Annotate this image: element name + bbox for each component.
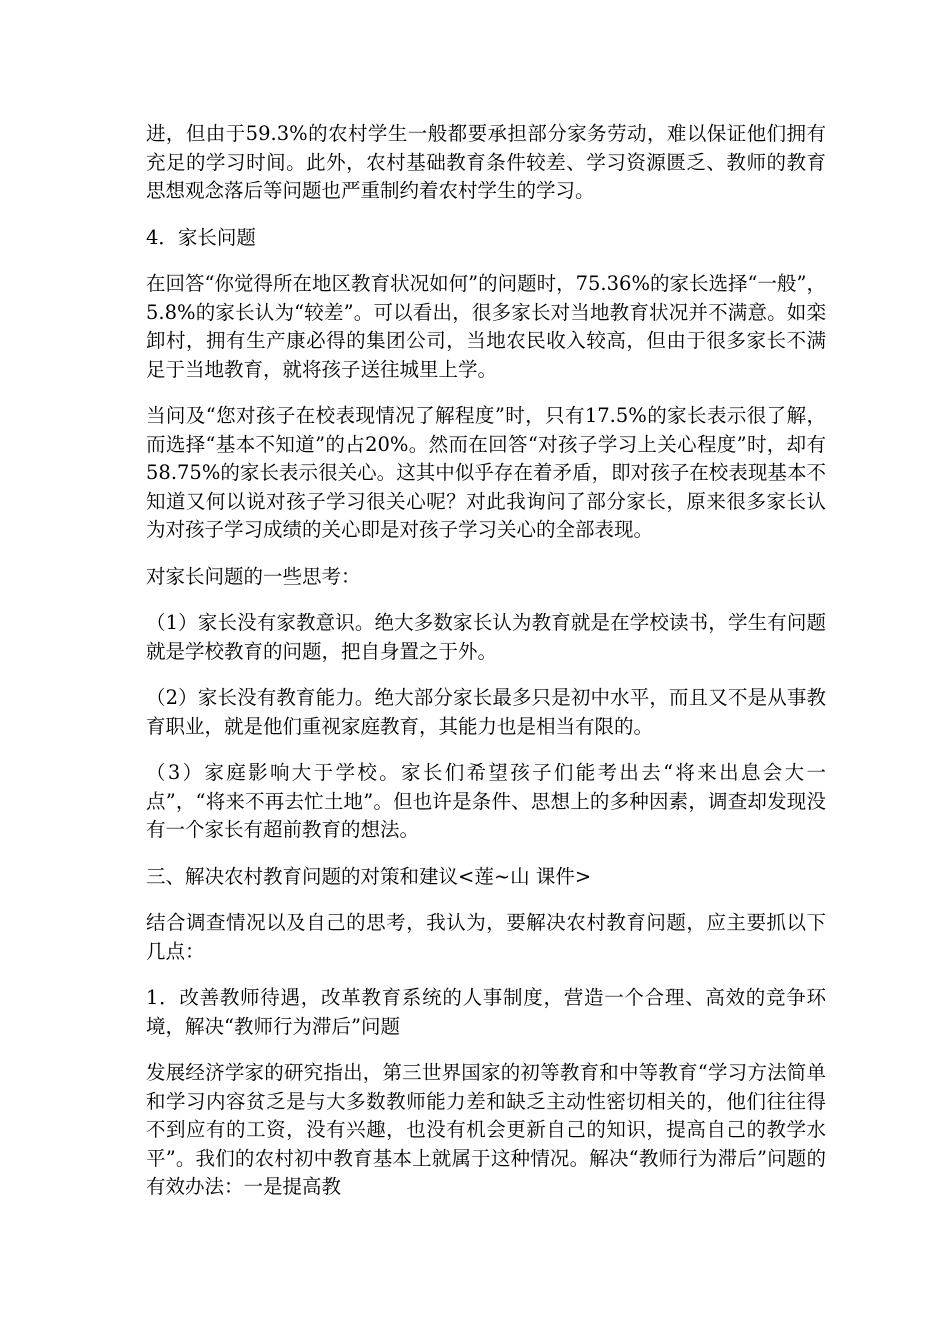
subheading-teacher-treatment: 1．改善教师待遇，改革教育系统的人事制度，营造一个合理、高效的竞争环境，解决“教师行为滞后”问题 (146, 986, 826, 1038)
list-item-1: （1）家长没有家教意识。绝大多数家长认为教育就是在学校读书，学生有问题就是学校教育的问题，把自身置之于外。 (146, 611, 826, 663)
paragraph-reflection-intro: 对家长问题的一些思考： (146, 564, 361, 588)
section-heading-parents: 4．家长问题 (146, 225, 256, 249)
paragraph-solutions-intro: 结合调查情况以及自己的思考，我认为，要解决农村教育问题，应主要抓以下几点： (146, 911, 826, 963)
paragraph-economist-research: 发展经济学家的研究指出，第三世界国家的初等教育和中等教育“学习方法简单和学习内容贫乏是与大多数教师能力差和缺乏主动性密切相关的，他们往往得不到应有的工资，没有兴趣，也没有机会更新自己的知识，提高自己的教学水平”。我们的农村初中教育基本上就属于这种情况。解决“教师行为滞后”问题的有效办法：一是提高教 (146, 1061, 826, 1198)
section-heading-solutions: 三、解决农村教育问题的对策和建议<莲~山 课件> (146, 864, 592, 888)
document-page (146, 120, 826, 1220)
paragraph-school-performance: 当问及“您对孩子在校表现情况了解程度”时，只有17.5%的家长表示很了解，而选择“基本不知道”的占20%。然而在回答“对孩子学习上关心程度”时，却有58.75%的家长表示很关心。这其中似乎存在着矛盾，即对孩子在校表现基本不知道又何以说对孩子学习很关心呢？对此我询问了部分家长，原来很多家长认为对孩子学习成绩的关心即是对孩子学习关心的全部表现。 (146, 404, 826, 541)
list-item-3: （3）家庭影响大于学校。家长们希望孩子们能考出去“将来出息会大一点”，“将来不再去忙土地”。但也许是条件、思想上的多种因素，调查却发现没有一个家长有超前教育的想法。 (146, 761, 826, 841)
paragraph-education-status: 在回答“你觉得所在地区教育状况如何”的问题时，75.36%的家长选择“一般”，5.8%的家长认为“较差”。可以看出，很多家长对当地教育状况并不满意。如栾卸村，拥有生产康必得的集团公司，当地农民收入较高，但由于很多家长不满足于当地教育，就将孩子送往城里上学。 (146, 272, 826, 381)
paragraph-continuation: 进，但由于59.3%的农村学生一般都要承担部分家务劳动，难以保证他们拥有充足的学习时间。此外，农村基础教育条件较差、学习资源匮乏、教师的教育思想观念落后等问题也严重制约着农村学生的学习。 (146, 122, 826, 202)
list-item-2: （2）家长没有教育能力。绝大部分家长最多只是初中水平，而且又不是从事教育职业，就是他们重视家庭教育，其能力也是相当有限的。 (146, 686, 826, 738)
